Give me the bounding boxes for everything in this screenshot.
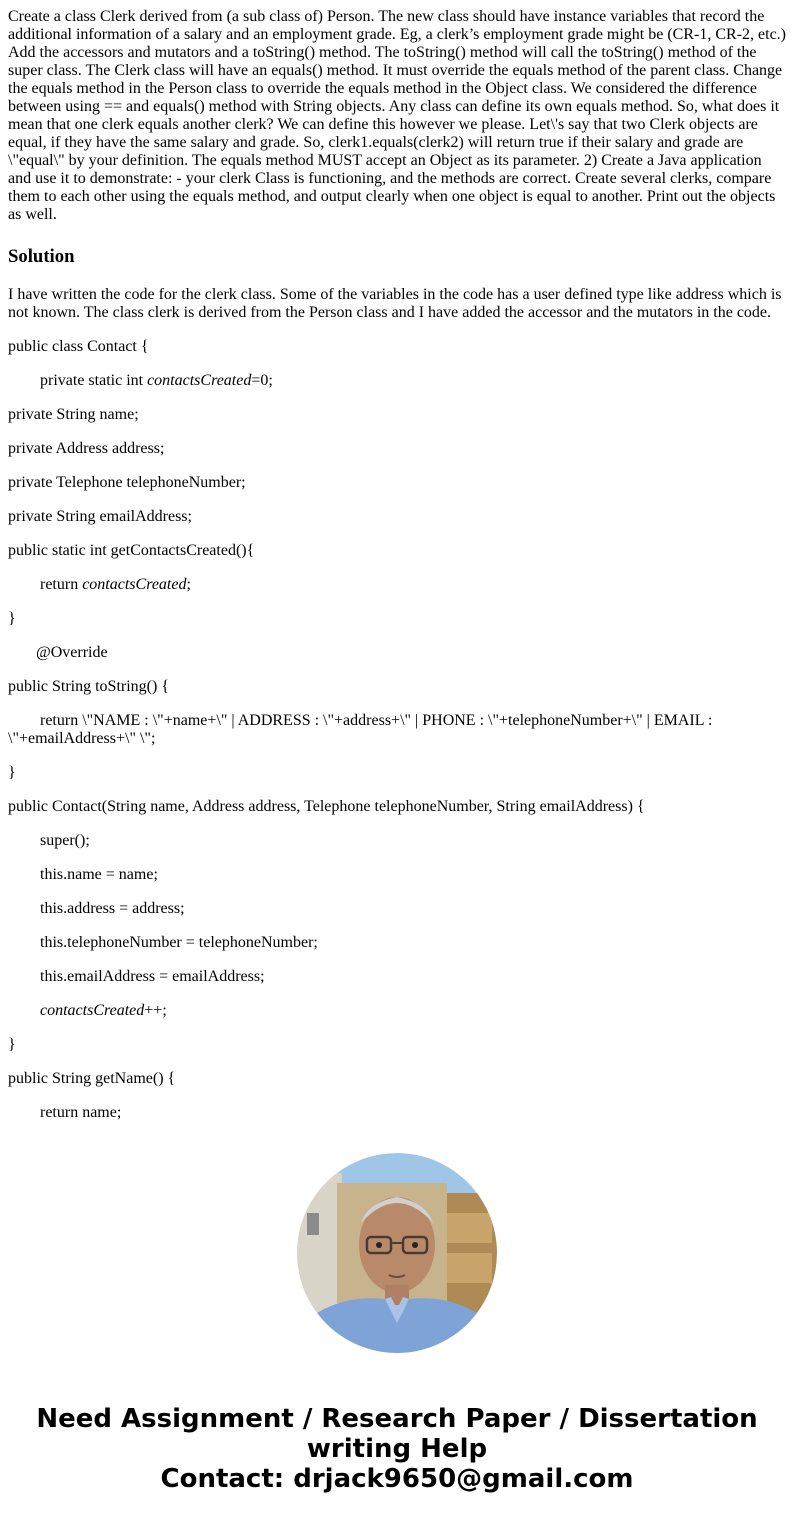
code-line: return contactsCreated; bbox=[40, 576, 191, 593]
code-line: public String getName() { bbox=[8, 1070, 176, 1087]
code-line: } bbox=[8, 610, 16, 627]
code-line: private String emailAddress; bbox=[8, 508, 192, 525]
code-line: private String name; bbox=[8, 406, 139, 423]
author-avatar bbox=[297, 1153, 497, 1353]
code-line: return name; bbox=[40, 1104, 122, 1121]
code-block bbox=[8, 338, 788, 1122]
code-line: this.telephoneNumber = telephoneNumber; bbox=[40, 934, 318, 951]
code-line: contactsCreated++; bbox=[40, 1002, 167, 1019]
solution-intro: I have written the code for the clerk class. Some of the variables in the code has a user defined type like address which is not known. The class clerk is derived from the Person class and I have added the accessor and the mutators in the code. bbox=[8, 286, 782, 321]
code-line: private Telephone telephoneNumber; bbox=[8, 474, 246, 491]
code-line: public static int getContactsCreated(){ bbox=[8, 542, 255, 559]
promo-line: writing Help bbox=[306, 1434, 488, 1464]
code-line: } bbox=[8, 764, 16, 781]
code-line: super(); bbox=[40, 832, 90, 849]
question-text: Create a class Clerk derived from (a sub class of) Person. The new class should have instance variables that record the additional information of a salary and an employment grade. Eg, a clerk’s employment grade might be (CR-1, CR-2, etc.) Add the accessors and mutators and a toString() method. The toString() method will call the toString() method of the super class. The Clerk class will have an equals() method. It must override the equals method of the parent class. Change the equals method in the Person class to override the equals method in the Object class. We considered the difference between using == and equals() method with String objects. Any class can define its own equals method. So, what does it mean that one clerk equals another clerk? We can define this however we please. Let\'s say that two Clerk objects are equal, if they have the same salary and grade. So, clerk1.equals(clerk2) will return true if their salary and grade are \"equal\" by your definition. The equals method MUST accept an Object as its parameter. 2) Create a Java application and use it to demonstrate: - your clerk Class is functioning, and the methods are correct. Create several clerks, compare them to each other using the equals method, and output clearly when one object is equal to another. Print out the objects as well. bbox=[8, 8, 786, 223]
code-line: private static int contactsCreated=0; bbox=[40, 372, 273, 389]
code-line: public class Contact { bbox=[8, 338, 149, 355]
code-line: @Override bbox=[36, 644, 108, 661]
code-line: return \"NAME : \"+name+\" | ADDRESS : \"+address+\" | PHONE : \"+telephoneNumber+\" | EMAIL : \"+emailAddress+\" \"; bbox=[8, 712, 713, 747]
code-line: this.address = address; bbox=[40, 900, 185, 917]
promo-contact: Contact: drjack9650@gmail.com bbox=[160, 1464, 634, 1494]
code-line: } bbox=[8, 1036, 16, 1053]
code-line: public Contact(String name, Address address, Telephone telephoneNumber, String emailAddress) { bbox=[8, 798, 645, 815]
article-content bbox=[8, 8, 788, 1138]
code-line: public String toString() { bbox=[8, 678, 170, 695]
author-portrait-image bbox=[297, 1153, 497, 1353]
code-line: private Address address; bbox=[8, 440, 165, 457]
code-line: this.emailAddress = emailAddress; bbox=[40, 968, 265, 985]
promo-line: Need Assignment / Research Paper / Dissertation bbox=[36, 1404, 758, 1434]
promo-banner bbox=[0, 1404, 794, 1494]
code-line: this.name = name; bbox=[40, 866, 158, 883]
solution-heading: Solution bbox=[8, 246, 75, 267]
